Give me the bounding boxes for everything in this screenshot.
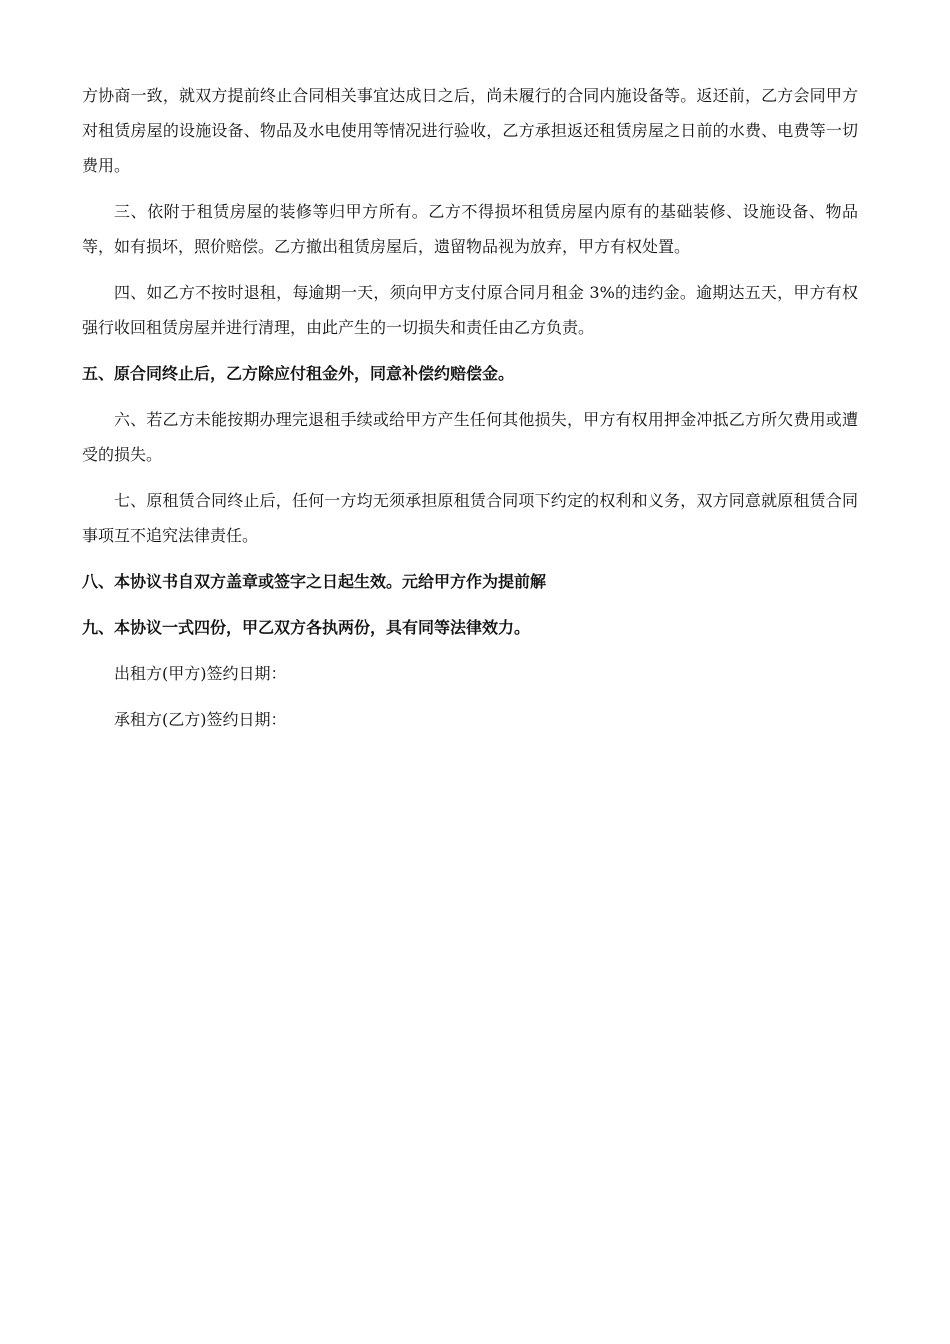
clause-9: 九、本协议一式四份，甲乙双方各执两份，具有同等法律效力。 bbox=[82, 618, 531, 637]
clause-5: 五、原合同终止后，乙方除应付租金外，同意补偿约赔偿金。 bbox=[82, 364, 515, 383]
clause-6: 六、若乙方未能按期办理完退租手续或给甲方产生任何其他损失，甲方有权用押金冲抵乙方所欠费用或遭受的损失。 bbox=[82, 410, 858, 464]
document-page bbox=[82, 78, 858, 737]
clause-7: 七、原租赁合同终止后，任何一方均无须承担原租赁合同项下约定的权利和义务，双方同意就原租赁合同事项互不追究法律责任。 bbox=[82, 491, 858, 545]
lessor-signature-line: 出租方(甲方)签约日期： bbox=[114, 664, 287, 683]
clause-3: 三、依附于租赁房屋的装修等归甲方所有。乙方不得损坏租赁房屋内原有的基础装修、设施设备、物品等，如有损坏，照价赔偿。乙方撤出租赁房屋后，遗留物品视为放弃，甲方有权处置。 bbox=[82, 202, 858, 256]
lessee-signature-line: 承租方(乙方)签约日期： bbox=[114, 710, 287, 729]
clause-4: 四、如乙方不按时退租，每逾期一天，须向甲方支付原合同月租金 3%的违约金。逾期达五天，甲方有权强行收回租赁房屋并进行清理，由此产生的一切损失和责任由乙方负责。 bbox=[82, 283, 858, 337]
paragraph-continuation: 方协商一致，就双方提前终止合同相关事宜达成日之后，尚未履行的合同内施设备等。返还前，乙方会同甲方对租赁房屋的设施设备、物品及水电使用等情况进行验收，乙方承担返还租赁房屋之日前的水费、电费等一切费用。 bbox=[82, 86, 858, 175]
clause-8: 八、本协议书自双方盖章或签字之日起生效。元给甲方作为提前解 bbox=[82, 572, 547, 591]
